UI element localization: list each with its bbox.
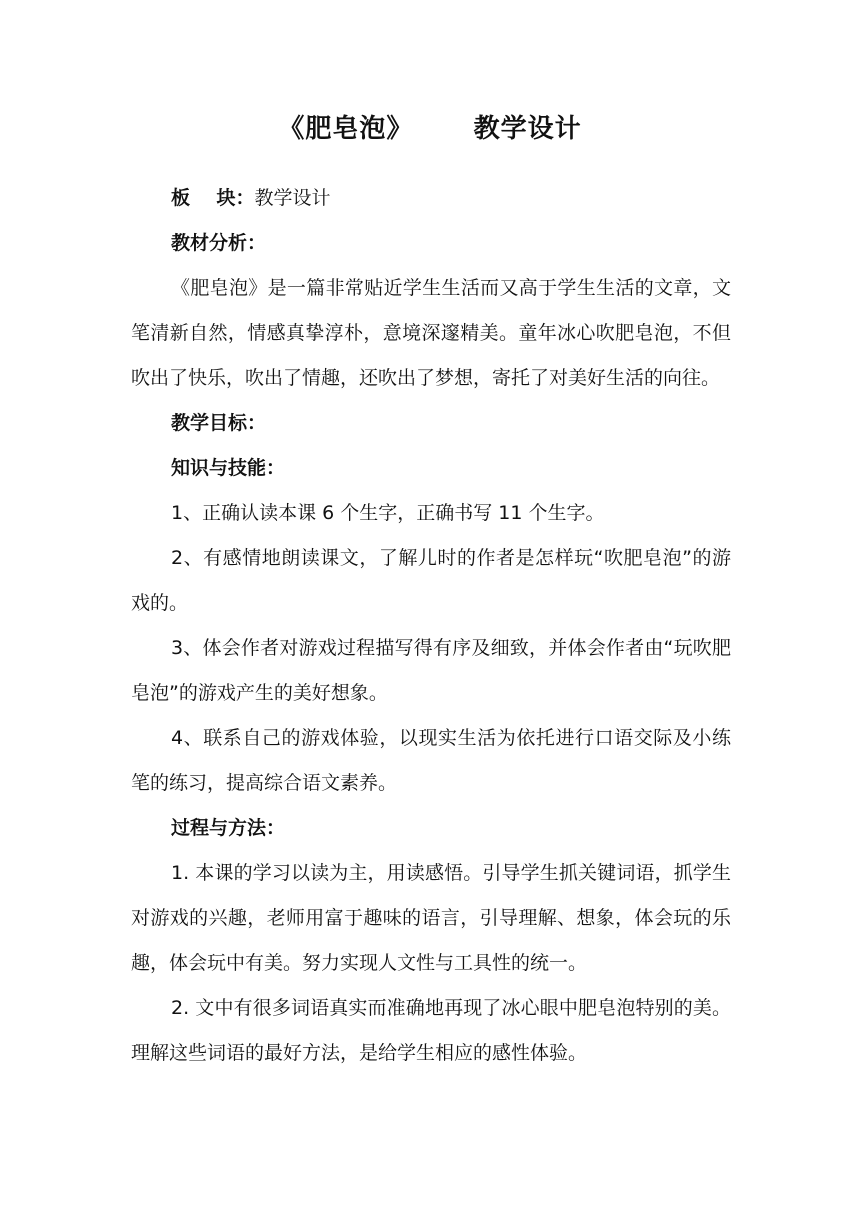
knowledge-item: 2、有感情地朗读课文，了解儿时的作者是怎样玩“吹肥皂泡”的游戏的。 xyxy=(131,547,731,614)
material-text: 《肥皂泡》是一篇非常贴近学生生活而又高于学生生活的文章，文笔清新自然，情感真挚淳朴，意境深邃精美。童年冰心吹肥皂泡，不但吹出了快乐，吹出了情趣，还吹出了梦想，寄托了对美好生活的向往。 xyxy=(131,277,731,389)
material-heading: 教材分析： xyxy=(171,232,267,254)
knowledge-item: 1、正确认读本课 6 个生字，正确书写 11 个生字。 xyxy=(171,502,605,524)
goals-heading: 教学目标： xyxy=(171,412,267,434)
knowledge-heading: 知识与技能： xyxy=(171,457,286,479)
document-title: 《肥皂泡》 教学设计 xyxy=(278,114,582,144)
document-body xyxy=(131,176,731,1076)
process-item: 1. 本课的学习以读为主，用读感悟。引导学生抓关键词语，抓学生对游戏的兴趣，老师用富于趣味的语言，引导理解、想象，体会玩的乐趣，体会玩中有美。努力实现人文性与工具性的统一。 xyxy=(131,862,731,974)
process-item: 2. 文中有很多词语真实而准确地再现了冰心眼中肥皂泡特别的美。理解这些词语的最好方法，是给学生相应的感性体验。 xyxy=(131,997,731,1064)
block-label: 板 块： xyxy=(171,187,255,209)
knowledge-item: 3、体会作者对游戏过程描写得有序及细致，并体会作者由“玩吹肥皂泡”的游戏产生的美好想象。 xyxy=(131,637,731,704)
block-value: 教学设计 xyxy=(254,187,331,209)
process-heading: 过程与方法： xyxy=(171,817,286,839)
knowledge-item: 4、联系自己的游戏体验，以现实生活为依托进行口语交际及小练笔的练习，提高综合语文素养。 xyxy=(131,727,731,794)
block-line xyxy=(131,176,731,221)
